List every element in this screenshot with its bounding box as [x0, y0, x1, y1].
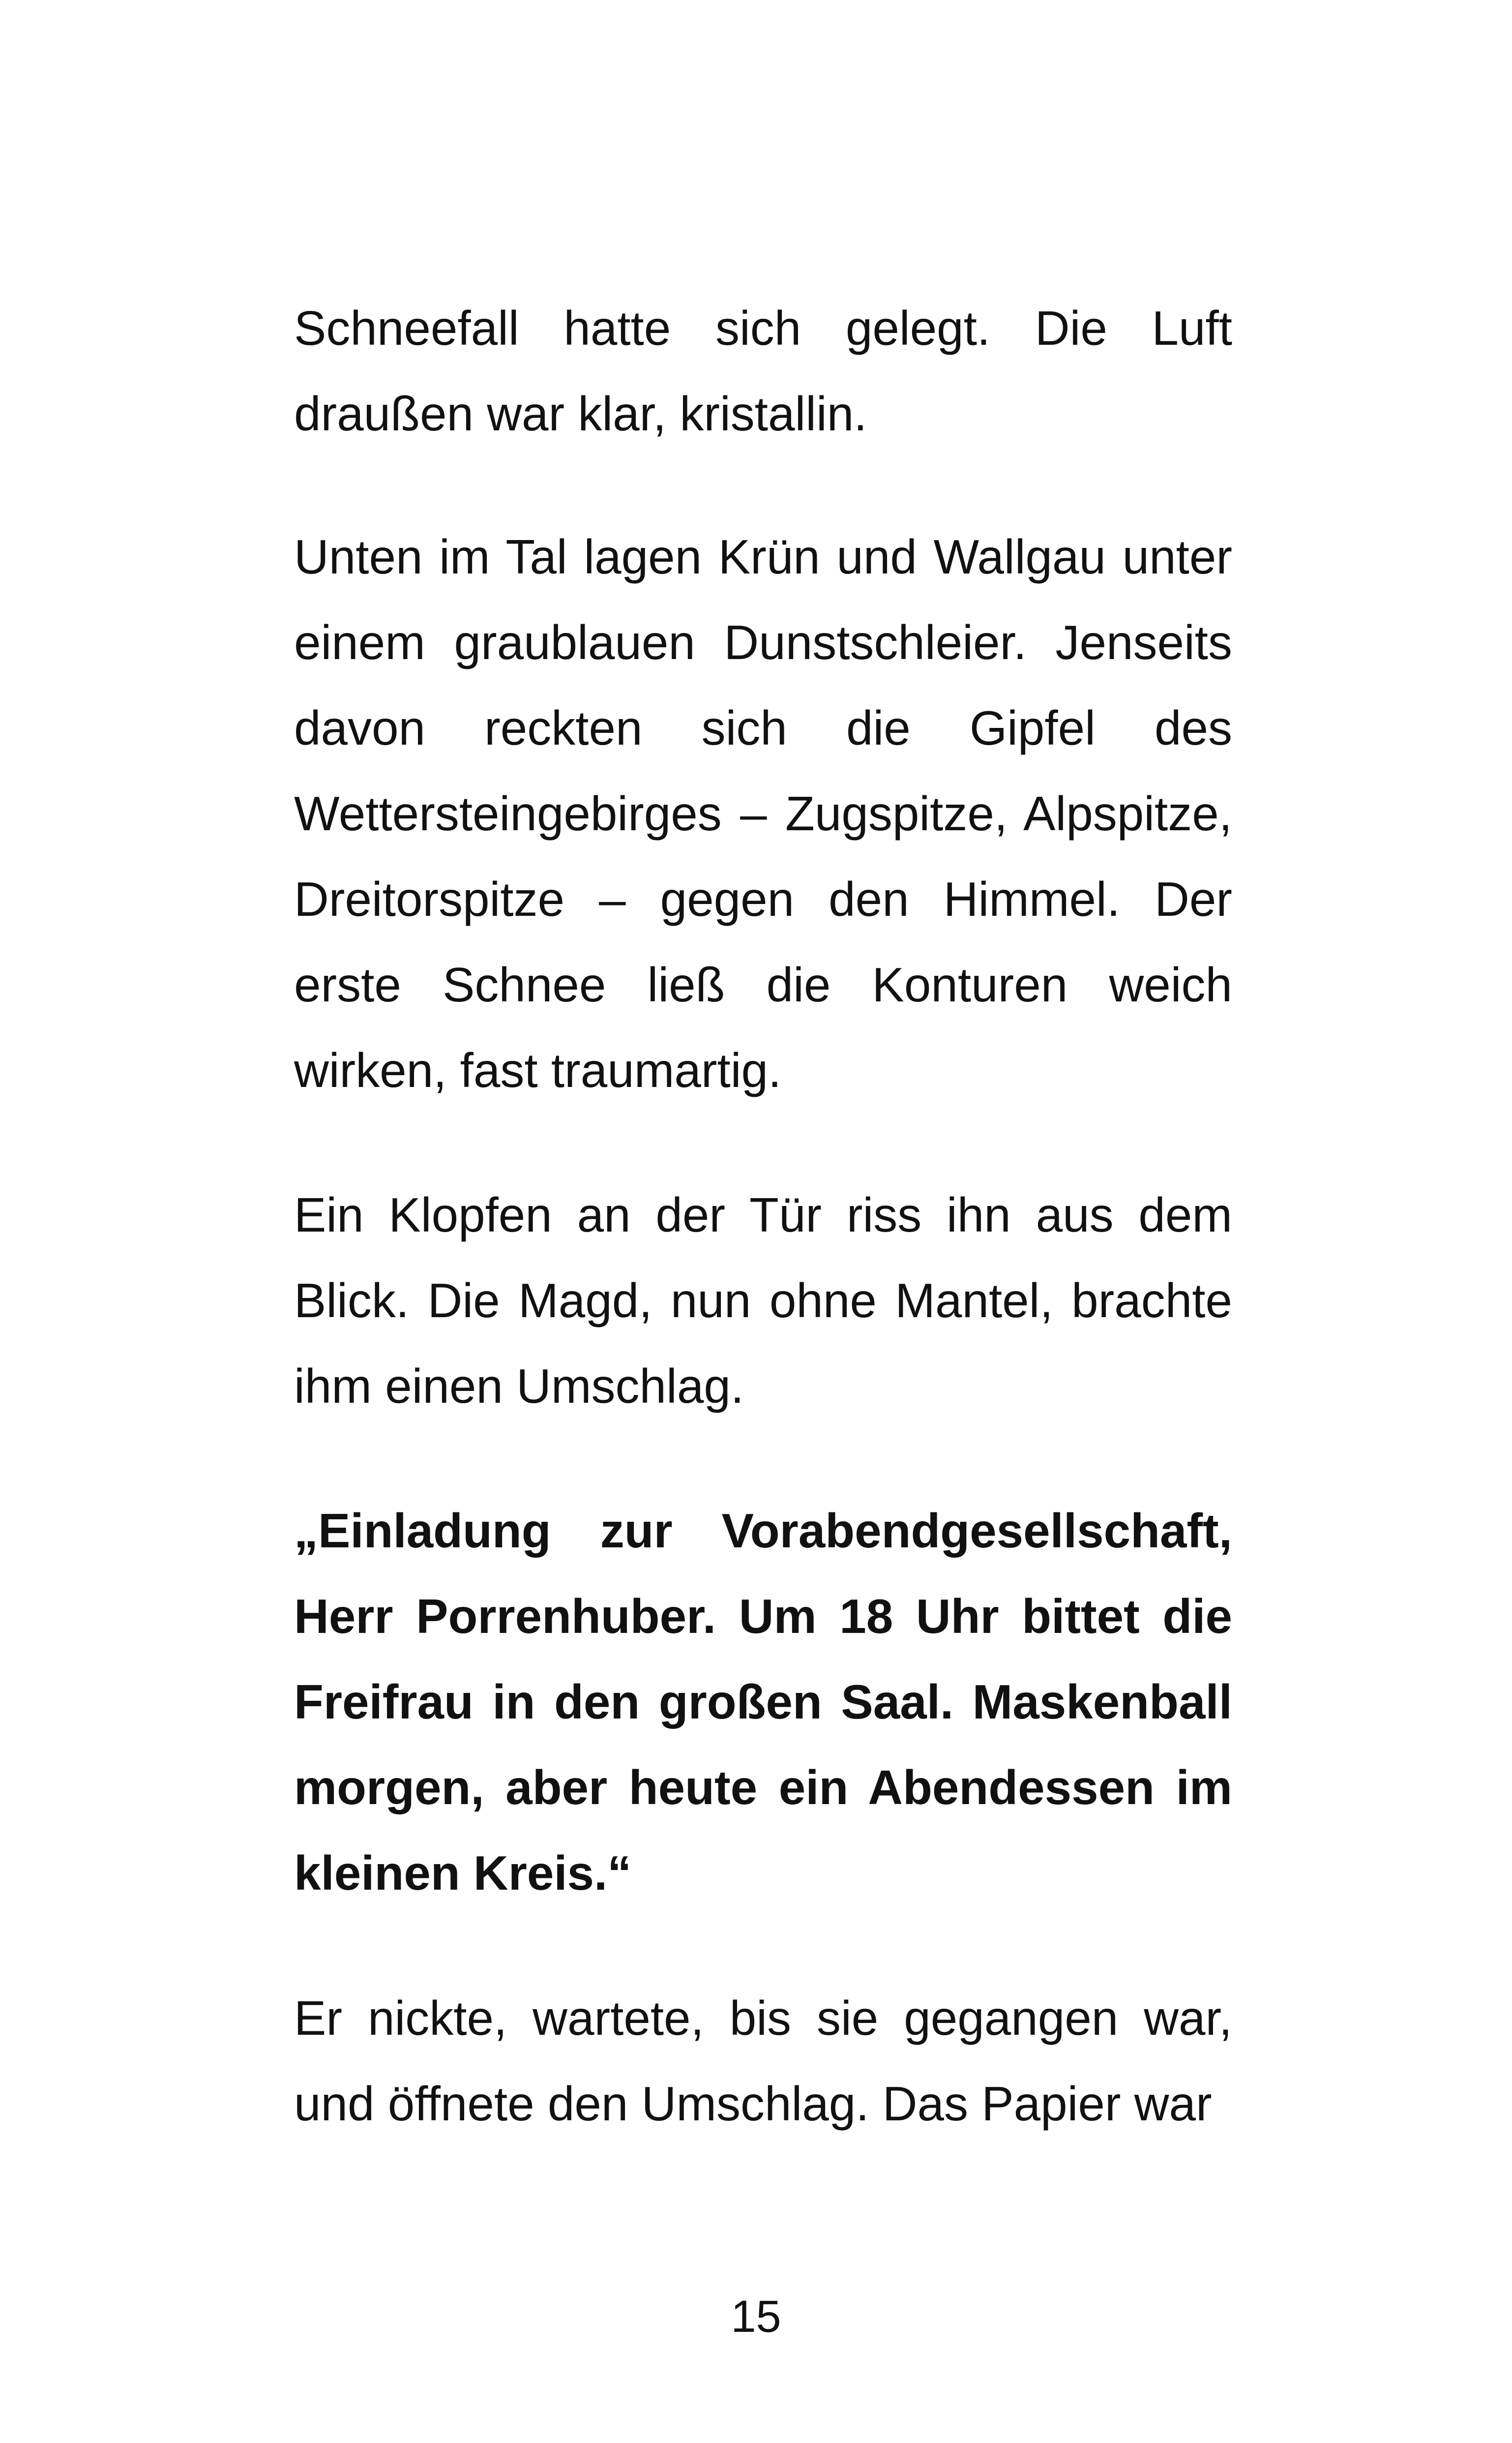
paragraph-5: Er nickte, wartete, bis sie gegangen war, und öffnete den Umschlag. Das Papier war: [294, 1991, 1232, 2131]
page-number: 15: [731, 2292, 781, 2342]
invitation-quote: „Einladung zur Vorabendgesellschaft, Herr Porrenhuber. Um 18 Uhr bittet die Freifrau in den großen Saal. Maskenball morgen, aber heute ein Abendessen im kleinen Kreis.“: [294, 1504, 1232, 1900]
paragraph-3: Ein Klopfen an der Tür riss ihn aus dem Blick. Die Magd, nun ohne Mantel, brachte ihm einen Umschlag.: [294, 1188, 1232, 1413]
paragraph-1: Schneefall hatte sich gelegt. Die Luft draußen war klar, kristallin.: [294, 301, 1232, 441]
paragraph-2: Unten im Tal lagen Krün und Wallgau unter einem graublauen Dunstschleier. Jenseits davon reckten sich die Gipfel des Wettersteingebirges – Zugspitze, Alpspitze, Dreitorspitze – gegen den Himmel. Der erste Schnee ließ die Konturen weich wirken, fast traumartig.: [294, 530, 1232, 1097]
